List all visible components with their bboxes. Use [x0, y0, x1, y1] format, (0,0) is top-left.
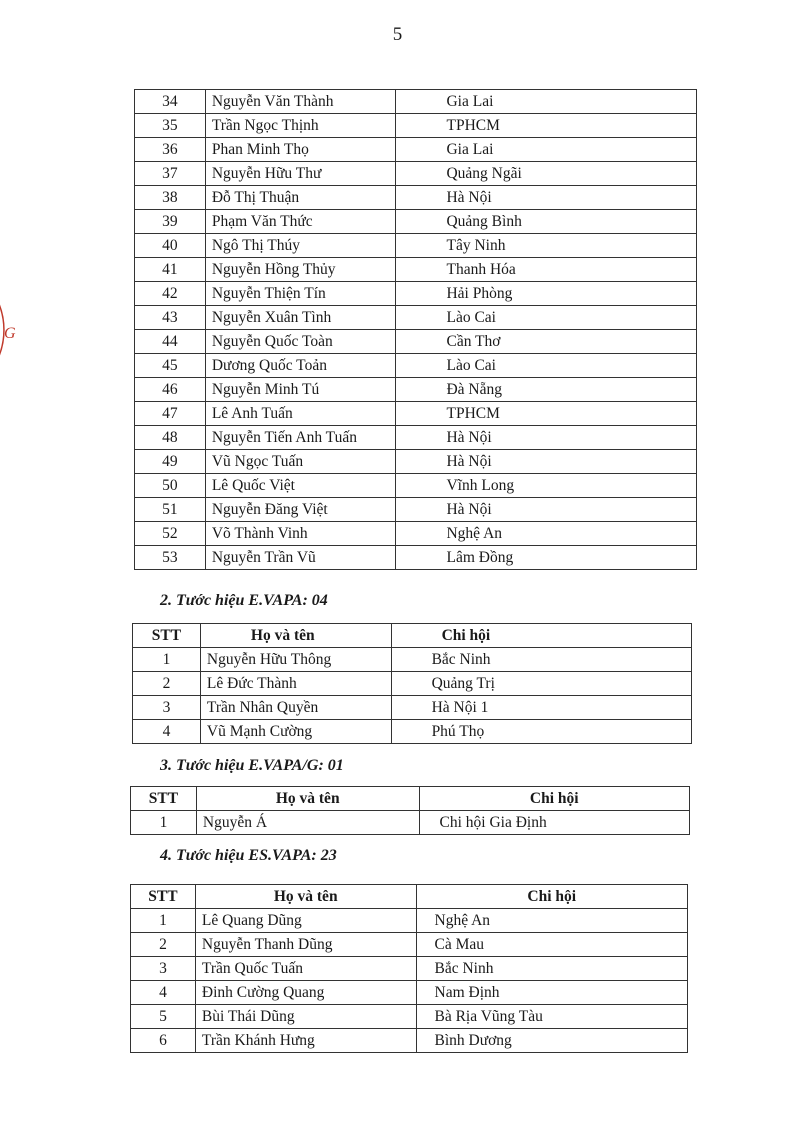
table-row	[131, 909, 688, 933]
header-stt: STT	[133, 624, 201, 648]
branch-cell: Lào Cai	[396, 354, 697, 378]
table-section-3	[130, 786, 690, 835]
section-2-title: 2. Tước hiệu E.VAPA: 04	[160, 592, 328, 609]
stt-cell: 42	[135, 282, 206, 306]
table-row	[135, 450, 697, 474]
table-row	[135, 282, 697, 306]
branch-cell: Đà Nẵng	[396, 378, 697, 402]
table-header-row	[131, 787, 690, 811]
branch-cell: TPHCM	[396, 114, 697, 138]
stt-cell: 46	[135, 378, 206, 402]
branch-cell: Nam Định	[416, 981, 688, 1005]
branch-cell: Chi hội Gia Định	[419, 811, 690, 835]
table-header-row	[131, 885, 688, 909]
stt-cell: 4	[131, 981, 196, 1005]
branch-cell: Hà Nội	[396, 450, 697, 474]
stt-cell: 45	[135, 354, 206, 378]
stt-cell: 48	[135, 426, 206, 450]
name-cell: Trần Khánh Hưng	[195, 1029, 416, 1053]
stt-cell: 41	[135, 258, 206, 282]
table-row	[135, 162, 697, 186]
stt-cell: 2	[133, 672, 201, 696]
table-row	[135, 138, 697, 162]
name-cell: Ngô Thị Thúy	[205, 234, 396, 258]
name-cell: Nguyễn Quốc Toàn	[205, 330, 396, 354]
branch-cell: Hà Nội	[396, 186, 697, 210]
table-row	[135, 210, 697, 234]
table-row	[131, 957, 688, 981]
name-cell: Trần Nhân Quyền	[200, 696, 391, 720]
branch-cell: Nghệ An	[396, 522, 697, 546]
table-section-3-body	[131, 811, 690, 835]
stt-cell: 50	[135, 474, 206, 498]
name-cell: Võ Thành Vinh	[205, 522, 396, 546]
stt-cell: 49	[135, 450, 206, 474]
section-3-title: 3. Tước hiệu E.VAPA/G: 01	[160, 757, 344, 774]
stt-cell: 51	[135, 498, 206, 522]
stt-cell: 6	[131, 1029, 196, 1053]
branch-cell: Bắc Ninh	[416, 957, 688, 981]
table-row	[135, 546, 697, 570]
branch-cell: Gia Lai	[396, 138, 697, 162]
stt-cell: 36	[135, 138, 206, 162]
stt-cell: 34	[135, 90, 206, 114]
name-cell: Nguyễn Hồng Thủy	[205, 258, 396, 282]
branch-cell: Tây Ninh	[396, 234, 697, 258]
name-cell: Lê Anh Tuấn	[205, 402, 396, 426]
name-cell: Dương Quốc Toản	[205, 354, 396, 378]
table-section-2-body	[133, 648, 692, 744]
branch-cell: Hà Nội	[396, 426, 697, 450]
stt-cell: 53	[135, 546, 206, 570]
red-seal-fragment	[0, 260, 40, 400]
branch-cell: Hà Nội 1	[391, 696, 691, 720]
name-cell: Nguyễn Xuân Tình	[205, 306, 396, 330]
table-row	[135, 402, 697, 426]
name-cell: Lê Quang Dũng	[195, 909, 416, 933]
name-cell: Đỗ Thị Thuận	[205, 186, 396, 210]
name-cell: Nguyễn Hữu Thư	[205, 162, 396, 186]
name-cell: Trần Quốc Tuấn	[195, 957, 416, 981]
stt-cell: 2	[131, 933, 196, 957]
name-cell: Phan Minh Thọ	[205, 138, 396, 162]
branch-cell: Cà Mau	[416, 933, 688, 957]
header-name: Họ và tên	[200, 624, 391, 648]
table-section-2	[132, 623, 692, 744]
table-row	[135, 258, 697, 282]
branch-cell: Lâm Đồng	[396, 546, 697, 570]
branch-cell: Quảng Trị	[391, 672, 691, 696]
table-row	[135, 474, 697, 498]
stt-cell: 44	[135, 330, 206, 354]
table-row	[135, 522, 697, 546]
branch-cell: Bắc Ninh	[391, 648, 691, 672]
seal-letter: G	[4, 325, 16, 342]
stt-cell: 1	[133, 648, 201, 672]
table-row	[135, 90, 697, 114]
branch-cell: Vĩnh Long	[396, 474, 697, 498]
table-header-row	[133, 624, 692, 648]
name-cell: Nguyễn Á	[196, 811, 419, 835]
table-row	[135, 498, 697, 522]
branch-cell: Quảng Bình	[396, 210, 697, 234]
header-branch: Chi hội	[416, 885, 688, 909]
name-cell: Nguyễn Văn Thành	[205, 90, 396, 114]
branch-cell: Bình Dương	[416, 1029, 688, 1053]
stt-cell: 3	[133, 696, 201, 720]
table-row	[131, 1005, 688, 1029]
stt-cell: 38	[135, 186, 206, 210]
section-4-title: 4. Tước hiệu ES.VAPA: 23	[160, 847, 337, 864]
name-cell: Phạm Văn Thức	[205, 210, 396, 234]
table-row	[135, 378, 697, 402]
table-row	[133, 648, 692, 672]
name-cell: Nguyễn Trần Vũ	[205, 546, 396, 570]
branch-cell: Phú Thọ	[391, 720, 691, 744]
table-section-4	[130, 884, 688, 1053]
branch-cell: Bà Rịa Vũng Tàu	[416, 1005, 688, 1029]
name-cell: Lê Đức Thành	[200, 672, 391, 696]
stt-cell: 1	[131, 909, 196, 933]
stt-cell: 3	[131, 957, 196, 981]
name-cell: Đinh Cường Quang	[195, 981, 416, 1005]
name-cell: Vũ Mạnh Cường	[200, 720, 391, 744]
stt-cell: 4	[133, 720, 201, 744]
header-branch: Chi hội	[391, 624, 691, 648]
header-name: Họ và tên	[195, 885, 416, 909]
table-row	[133, 696, 692, 720]
table-row	[133, 672, 692, 696]
table-row	[135, 114, 697, 138]
page-number: 5	[392, 24, 403, 45]
table-row	[135, 234, 697, 258]
branch-cell: TPHCM	[396, 402, 697, 426]
stt-cell: 52	[135, 522, 206, 546]
table-row	[135, 426, 697, 450]
table-row	[135, 306, 697, 330]
branch-cell: Lào Cai	[396, 306, 697, 330]
table-row	[131, 981, 688, 1005]
name-cell: Vũ Ngọc Tuấn	[205, 450, 396, 474]
name-cell: Nguyễn Tiến Anh Tuấn	[205, 426, 396, 450]
table-row	[131, 1029, 688, 1053]
branch-cell: Hà Nội	[396, 498, 697, 522]
name-cell: Lê Quốc Việt	[205, 474, 396, 498]
stt-cell: 1	[131, 811, 197, 835]
header-stt: STT	[131, 885, 196, 909]
stt-cell: 5	[131, 1005, 196, 1029]
table-row	[131, 933, 688, 957]
branch-cell: Quảng Ngãi	[396, 162, 697, 186]
stt-cell: 43	[135, 306, 206, 330]
table-section-4-body	[131, 909, 688, 1053]
header-branch: Chi hội	[419, 787, 690, 811]
branch-cell: Nghệ An	[416, 909, 688, 933]
stt-cell: 47	[135, 402, 206, 426]
table-row	[131, 811, 690, 835]
stt-cell: 37	[135, 162, 206, 186]
table-row	[135, 186, 697, 210]
branch-cell: Cần Thơ	[396, 330, 697, 354]
name-cell: Bùi Thái Dũng	[195, 1005, 416, 1029]
table-continuation	[134, 89, 697, 570]
stt-cell: 35	[135, 114, 206, 138]
stt-cell: 39	[135, 210, 206, 234]
header-name: Họ và tên	[196, 787, 419, 811]
branch-cell: Thanh Hóa	[396, 258, 697, 282]
table-row	[133, 720, 692, 744]
name-cell: Nguyễn Thanh Dũng	[195, 933, 416, 957]
header-stt: STT	[131, 787, 197, 811]
name-cell: Nguyễn Đăng Việt	[205, 498, 396, 522]
stt-cell: 40	[135, 234, 206, 258]
table-row	[135, 354, 697, 378]
branch-cell: Hải Phòng	[396, 282, 697, 306]
table-continuation-body	[135, 90, 697, 570]
name-cell: Nguyễn Minh Tú	[205, 378, 396, 402]
name-cell: Nguyễn Thiện Tín	[205, 282, 396, 306]
table-row	[135, 330, 697, 354]
name-cell: Nguyễn Hữu Thông	[200, 648, 391, 672]
branch-cell: Gia Lai	[396, 90, 697, 114]
name-cell: Trần Ngọc Thịnh	[205, 114, 396, 138]
